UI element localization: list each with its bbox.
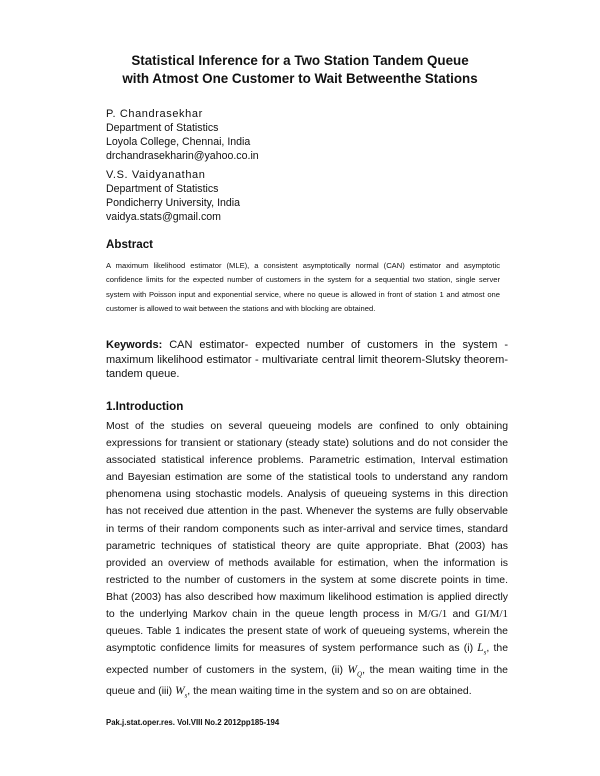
intro-text-part: , the mean waiting time in the queue and (iii) <box>106 664 508 697</box>
author-email[interactable]: vaidya.stats@gmail.com <box>106 211 221 223</box>
symbol-ls: $L_s$ <box>477 642 487 657</box>
math-mg1: M/G/1 <box>417 608 448 621</box>
symbol-ws: $W_s$ <box>175 684 188 700</box>
keywords <box>106 338 508 382</box>
author-block-1 <box>106 107 259 163</box>
math-gim1: GI/M/1 <box>475 608 509 621</box>
intro-text-part: Most of the studies on several queueing models are confined to only obtaining expressions for transient or stationary (steady state) solutions and do not consider the associated statistical inference problems. Parametric estimation, Interval estimation and Bayesian estimation are some of the statistical tools to understand any random phenomena using stochastic models. Analysis of queueing systems in this direction has not received due attention in the past. Whenever the systems are fully observable in terms of their random components such as inter-arrival and service times, standard parametric techniques of statistical theory are quite appropriate. Bhat (2003) has provided an overview of methods available for estimation, when the information is restricted to the number of customers in the system at some discrete points in time. Bhat (2003) has also described how maximum likelihood estimation is applied directly to the underlying Markov chain in the queue length process in <box>106 421 508 621</box>
author-department: Department of Statistics <box>106 183 219 195</box>
paper-title <box>60 52 540 88</box>
abstract-heading: Abstract <box>106 238 154 251</box>
author-department: Department of Statistics <box>106 122 219 134</box>
introduction-text <box>106 418 508 704</box>
author-block-2 <box>106 168 240 224</box>
author-name: V.S. Vaidyanathan <box>106 169 206 181</box>
abstract-text: A maximum likelihood estimator (MLE), a consistent asymptotically normal (CAN) estimator and asymptotic confidence limits for the expected number of customers in the system for a sequential two station, single server system with Poisson input and exponential service, where no queue is allowed in front of station 1 and atmost one customer is allowed to wait between the stations and with blocking are obtained. <box>106 261 500 313</box>
introduction-heading: 1.Introduction <box>106 400 184 413</box>
intro-text-part: , the mean waiting time in the system and so on are obtained. <box>187 685 472 697</box>
keywords-label: Keywords: <box>106 339 163 351</box>
journal-footer: Pak.j.stat.oper.res. Vol.VIII No.2 2012pp185-194 <box>106 718 280 727</box>
author-affiliation: Pondicherry University, India <box>106 197 241 209</box>
author-affiliation: Loyola College, Chennai, India <box>106 136 251 148</box>
title-line-2: with Atmost One Customer to Wait Betweenthe Stations <box>122 71 478 86</box>
symbol-wq: $W_Q$ <box>347 663 363 678</box>
intro-text-part: and <box>452 609 470 621</box>
intro-text-part: queues. Table 1 indicates the present state of work of queueing systems, wherein the asymptotic confidence limits for measures of system performance such as (i) <box>106 626 508 655</box>
keywords-text: CAN estimator- expected number of customers in the system - maximum likelihood estimator - multivariate central limit theorem-Slutsky theorem-tandem queue. <box>106 339 508 381</box>
author-email[interactable]: drchandrasekharin@yahoo.co.in <box>106 150 259 162</box>
title-line-1: Statistical Inference for a Two Station Tandem Queue <box>131 53 469 68</box>
author-name: P. Chandrasekhar <box>106 108 203 120</box>
intro-text-part: , the expected number of customers in the system, (ii) <box>106 643 509 676</box>
